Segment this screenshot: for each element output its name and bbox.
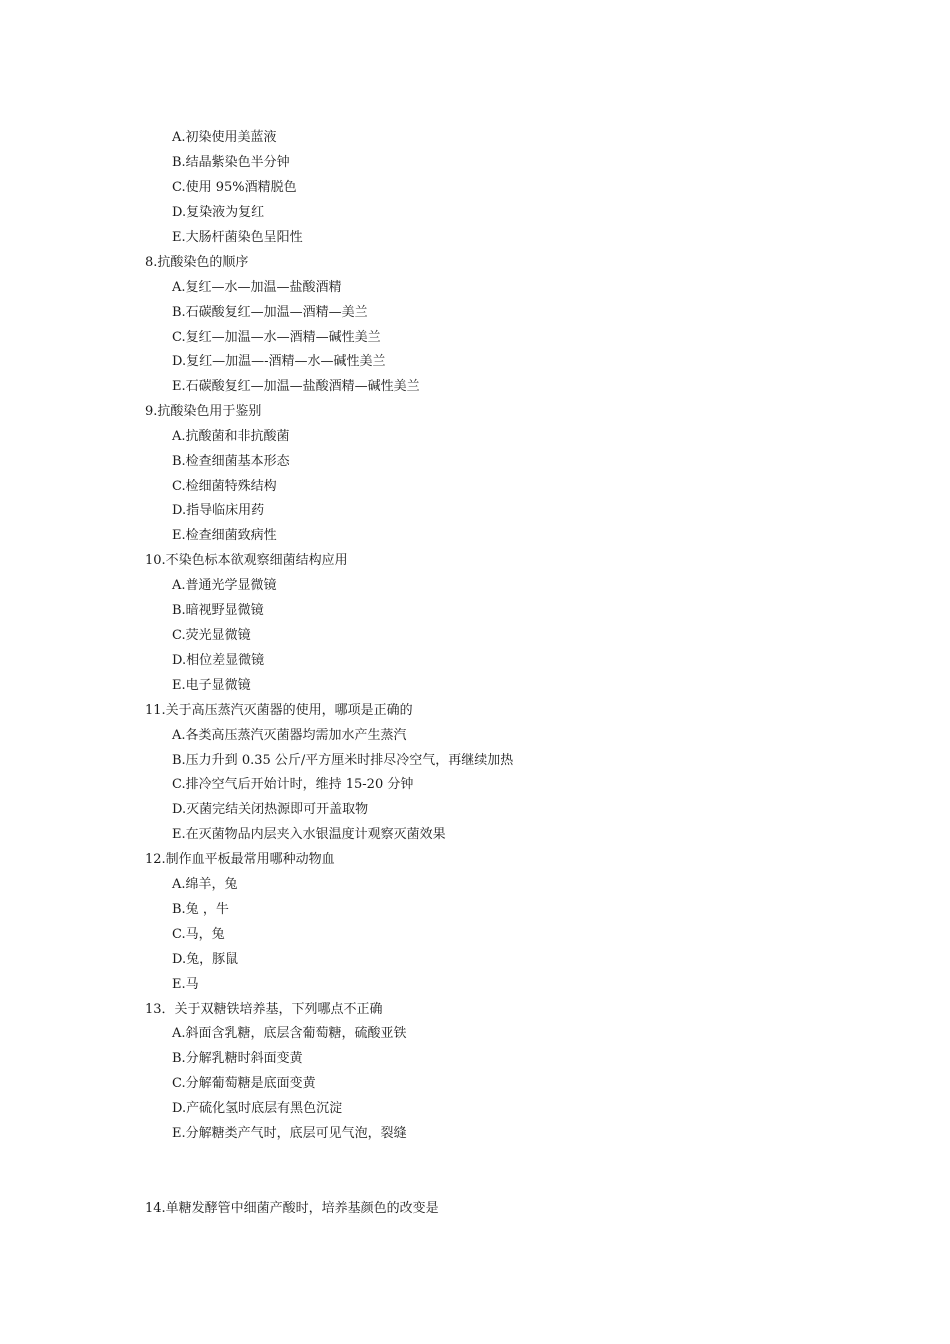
q7-option-d: D.复染液为复红 [172, 205, 265, 220]
q14-question: 14.单糖发酵管中细菌产酸时，培养基颜色的改变是 [145, 1201, 439, 1216]
q9-option-b: B.检查细菌基本形态 [172, 454, 290, 469]
q9-question: 9.抗酸染色用于鉴别 [145, 404, 262, 419]
q10-option-a: A.普通光学显微镜 [172, 578, 277, 593]
q13-question: 13．关于双糖铁培养基，下列哪点不正确 [145, 1002, 383, 1017]
q7-option-b: B.结晶紫染色半分钟 [172, 155, 290, 170]
q8-option-e: E.石碳酸复红—加温—盐酸酒精—碱性美兰 [172, 379, 420, 394]
q8-option-d: D.复红—加温—-酒精—水—碱性美兰 [172, 354, 386, 369]
q8-option-b: B.石碳酸复红—加温—酒精—美兰 [172, 305, 368, 320]
q10-option-b: B.暗视野显微镜 [172, 603, 264, 618]
q7-option-c: C.使用 95%酒精脱色 [172, 180, 297, 195]
q9-option-e: E.检查细菌致病性 [172, 528, 277, 543]
q11-option-c: C.排冷空气后开始计时，维持 15-20 分钟 [172, 777, 414, 792]
q7-option-a: A.初染使用美蓝液 [172, 130, 277, 145]
q11-option-a: A.各类高压蒸汽灭菌器均需加水产生蒸汽 [172, 728, 407, 743]
q10-question: 10.不染色标本欲观察细菌结构应用 [145, 553, 348, 568]
q10-option-e: E.电子显微镜 [172, 678, 251, 693]
q9-option-a: A.抗酸菌和非抗酸菌 [172, 429, 290, 444]
q10-option-c: C.荧光显微镜 [172, 628, 251, 643]
q13-option-e: E.分解糖类产气时，底层可见气泡，裂缝 [172, 1126, 407, 1141]
q8-question: 8.抗酸染色的顺序 [145, 255, 249, 270]
q11-question: 11.关于高压蒸汽灭菌器的使用，哪项是正确的 [145, 703, 413, 718]
q12-question: 12.制作血平板最常用哪种动物血 [145, 852, 335, 867]
q8-option-a: A.复红—水—加温—盐酸酒精 [172, 280, 342, 295]
q13-option-a: A.斜面含乳糖，底层含葡萄糖，硫酸亚铁 [172, 1026, 407, 1041]
q8-option-c: C.复红—加温—水—酒精—碱性美兰 [172, 330, 381, 345]
q12-option-d: D.兔，豚鼠 [172, 952, 239, 967]
q11-option-d: D.灭菌完结关闭热源即可开盖取物 [172, 802, 369, 817]
q12-option-c: C.马，兔 [172, 927, 225, 942]
q11-option-b: B.压力升到 0.35 公斤/平方厘米时排尽冷空气，再继续加热 [172, 753, 514, 768]
q9-option-c: C.检细菌特殊结构 [172, 479, 277, 494]
q9-option-d: D.指导临床用药 [172, 503, 265, 518]
q13-option-c: C.分解葡萄糖是底面变黄 [172, 1076, 316, 1091]
q12-option-e: E.马 [172, 977, 199, 992]
q11-option-e: E.在灭菌物品内层夹入水银温度计观察灭菌效果 [172, 827, 446, 842]
q10-option-d: D.相位差显微镜 [172, 653, 265, 668]
q13-option-b: B.分解乳糖时斜面变黄 [172, 1051, 303, 1066]
q12-option-a: A.绵羊，兔 [172, 877, 238, 892]
q12-option-b: B.兔 ，牛 [172, 902, 229, 917]
q13-option-d: D.产硫化氢时底层有黑色沉淀 [172, 1101, 343, 1116]
q7-option-e: E.大肠杆菌染色呈阳性 [172, 230, 303, 245]
